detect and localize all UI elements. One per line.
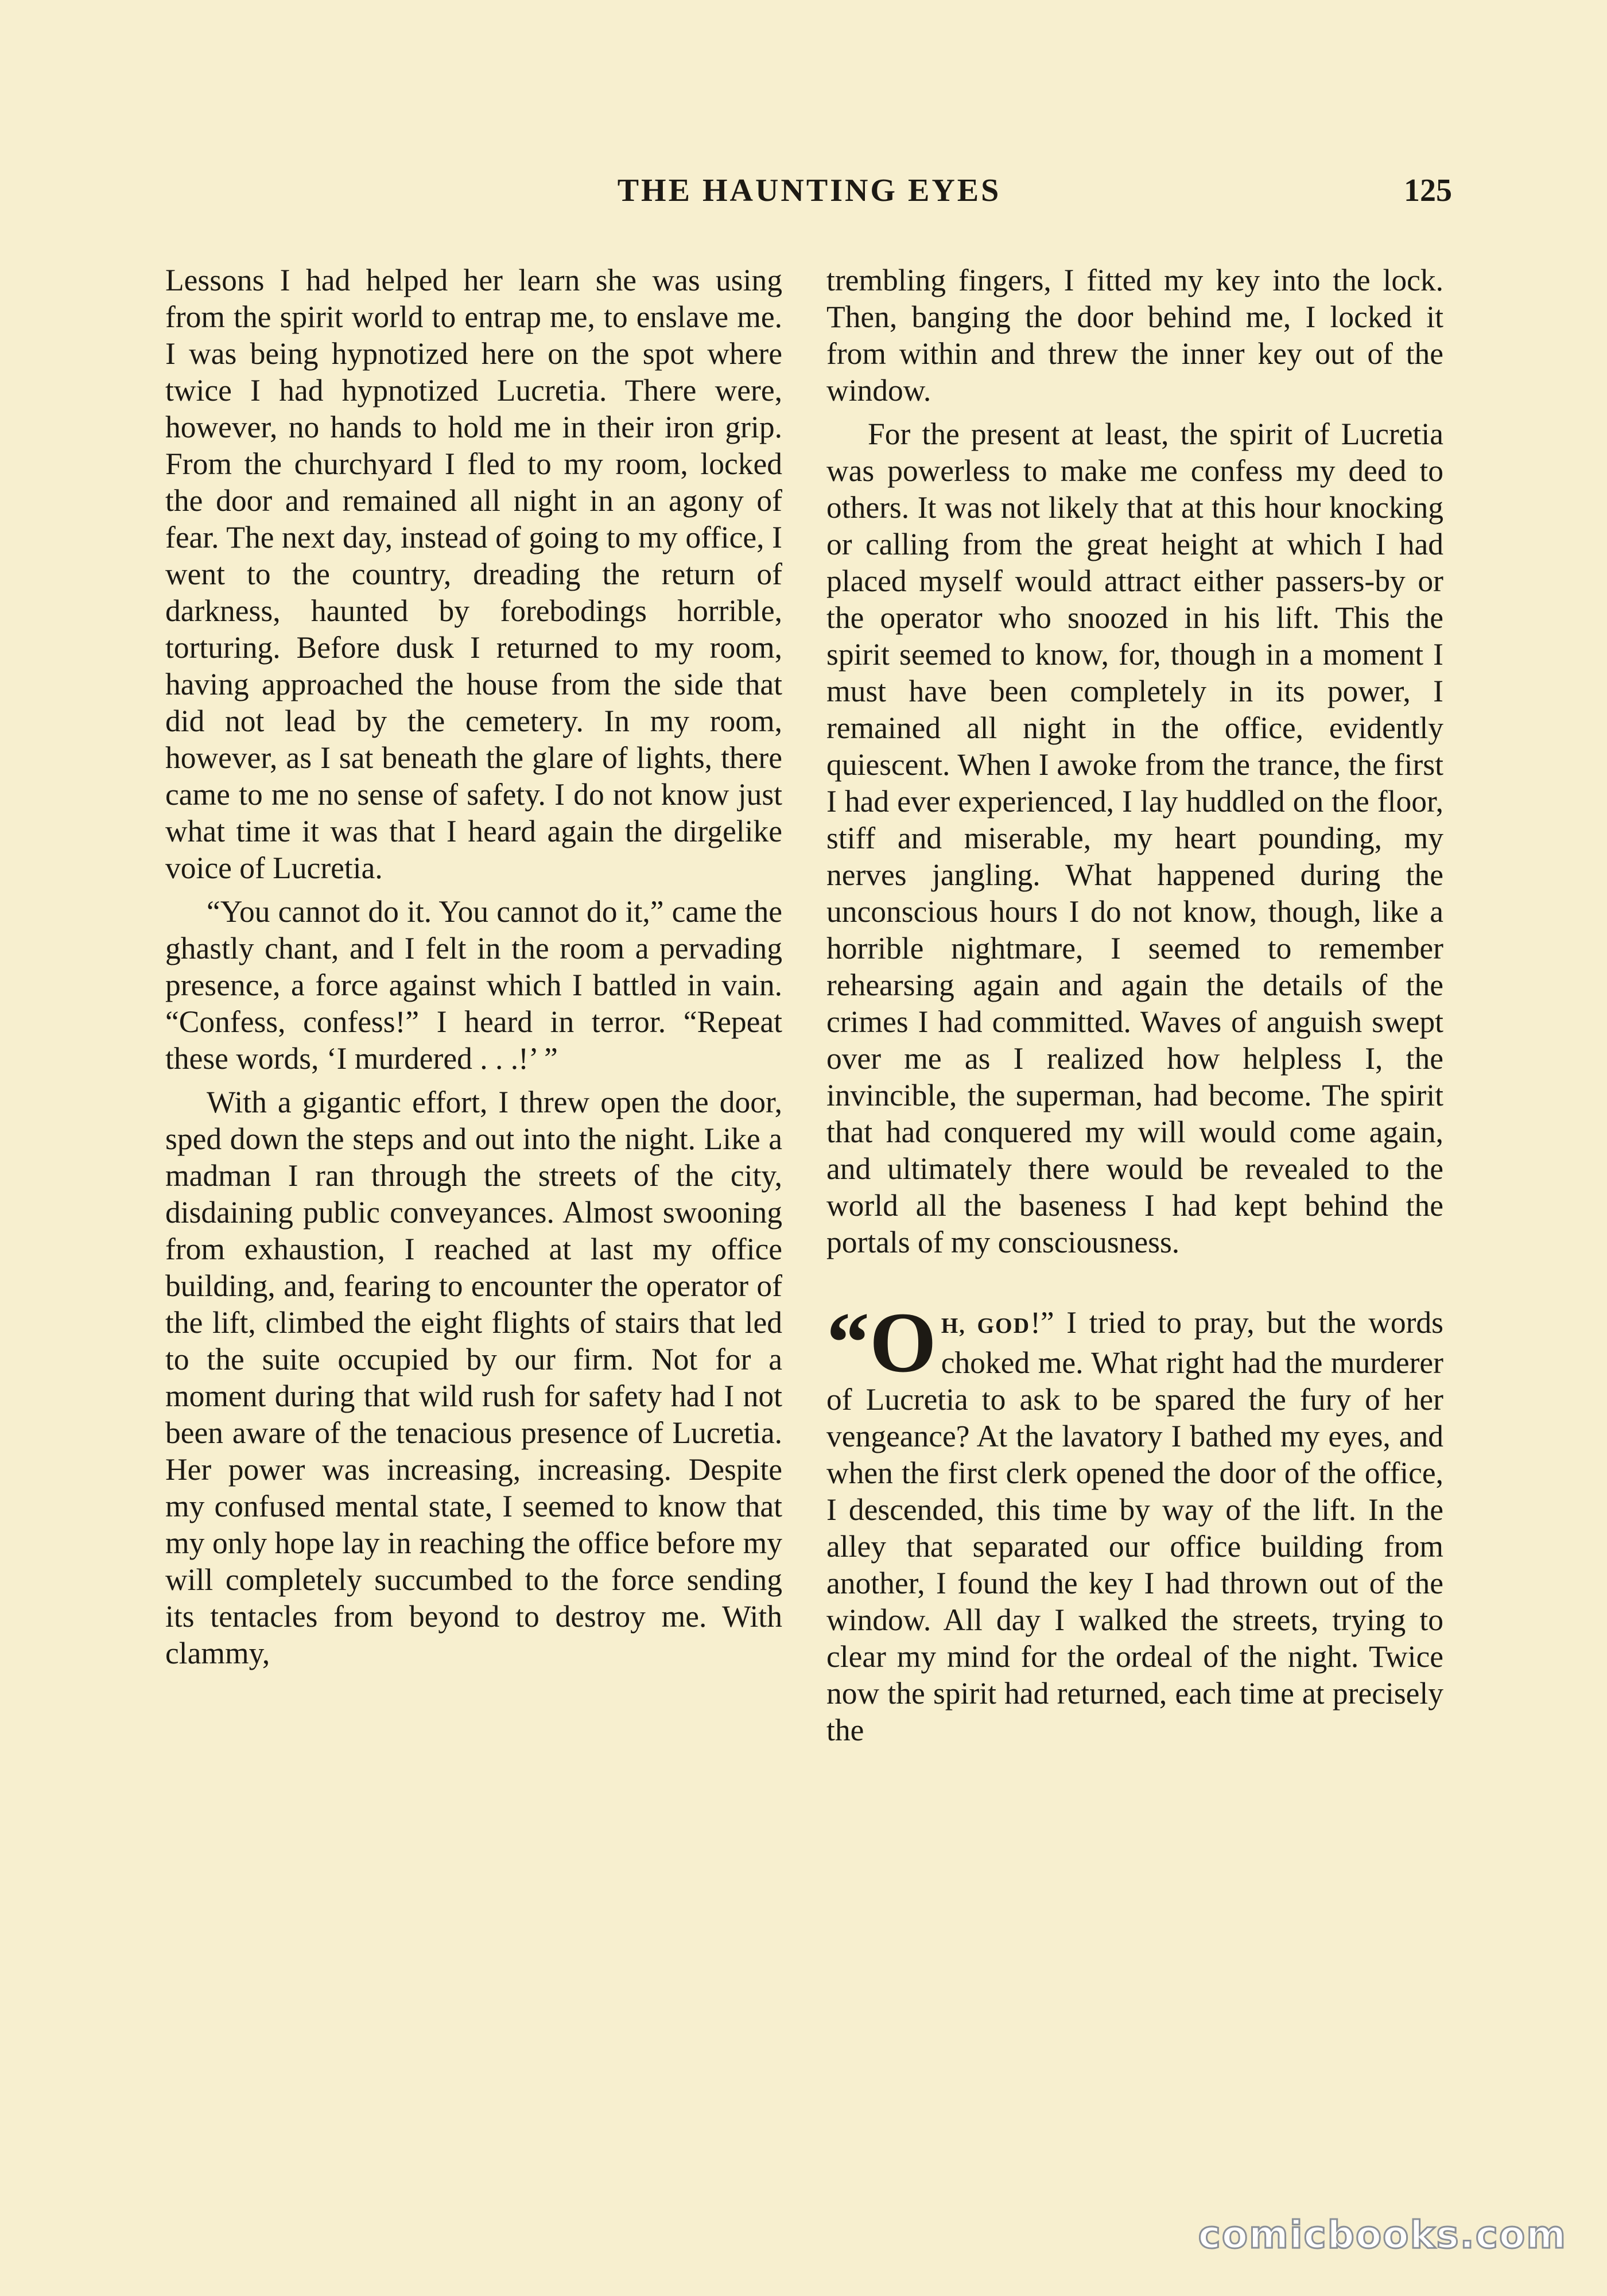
open-quote: “ [826,1295,870,1390]
drop-cap-letter: O [870,1295,937,1390]
page-title: THE HAUNTING EYES [617,173,1002,208]
paragraph: “You cannot do it. You cannot do it,” came the ghastly chant, and I felt in the room a pervading presence, a force against which I battled in vain. “Confess, confess!” I heard in terror. “Repeat these words, ‘I murdered . . .!’ ” [165,894,782,1076]
left-column [165,262,782,1671]
drop-cap [826,1295,937,1390]
paragraph-text: !” I tried to pray, but the words choked me. What right had the murderer of Lucretia to ask to be spared the fury of her vengeance? At the lavatory I bathed my eyes, and when the first clerk opened the door of the office, I descended, this time by way of the lift. In the alley that separated our office building from another, I found the key I had thrown out of the window. All day I walked the streets, trying to clear my mind for the ordeal of the night. Twice now the spirit had returned, each time at precisely the [826,1305,1443,1747]
right-column [826,262,1443,1748]
paragraph: For the present at least, the spirit of Lucretia was powerless to make me confess my deed to others. It was not likely that at this hour knocking or calling from the great height at which I had placed myself would attract either passers-by or the operator who snoozed in his lift. This the spirit seemed to know, for, though in a moment I must have been completely in its power, I remained all night in the office, evidently quiescent. When I awoke from the trance, the first I had ever experienced, I lay huddled on the floor, stiff and miserable, my heart pounding, my nerves jangling. What happened during the unconscious hours I do not know, though, like a horrible nightmare, I seemed to remember rehearsing again and again the details of the crimes I had committed. Waves of anguish swept over me as I realized how helpless I, the invincible, the superman, had become. The spirit that had conquered my will would come again, and ultimately there would be revealed to the world all the baseness I had kept behind the portals of my consciousness. [826,417,1443,1259]
running-head [166,172,1452,224]
paragraph: trembling fingers, I fitted my key into the lock. Then, banging the door behind me, I locked it from within and threw the inner key out of the window. [826,263,1443,408]
paragraph: Lessons I had helped her learn she was using from the spirit world to entrap me, to enslave me. I was being hypnotized here on the spot where twice I had hypnotized Lucretia. There were, however, no hands to hold me in their iron grip. From the churchyard I fled to my room, locked the door and remained all night in an agony of fear. The next day, instead of going to my office, I went to the country, dreading the return of darkness, haunted by forebodings horrible, torturing. Before dusk I returned to my room, having approached the house from the side that did not lead by the cemetery. In my room, however, as I sat beneath the glare of lights, there came to me no sense of safety. I do not know just what time it was that I heard again the dirgelike voice of Lucretia. [165,263,782,885]
section-opening-paragraph [826,1295,1443,1748]
small-caps-lead: H, GOD [941,1314,1031,1338]
watermark-logo: comicbooks.com [1198,2213,1567,2257]
paragraph: With a gigantic effort, I threw open the door, sped down the steps and out into the night. Like a madman I ran through the streets of the city, disdaining public conveyances. Almost swooning from exhaustion, I reached at last my office building, and, fearing to encounter the operator of the lift, climbed the eight flights of stairs that led to the suite occupied by our firm. Not for a moment during that wild rush for safety had I not been aware of the tenacious presence of Lucretia. Her power was increasing, increasing. Despite my confused mental state, I seemed to know that my only hope lay in reaching the office before my will completely succumbed to the force sending its tentacles from beyond to destroy me. With clammy, [165,1085,782,1670]
page-number: 125 [1404,173,1452,208]
